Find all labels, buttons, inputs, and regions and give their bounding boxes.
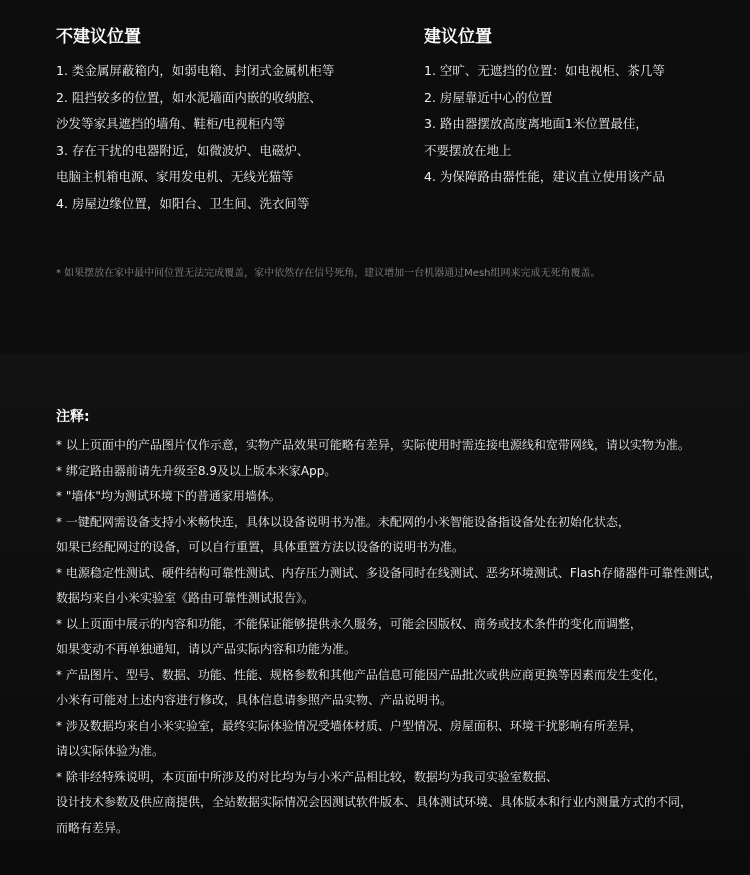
- list-item: 2. 阻挡较多的位置，如水泥墙面内嵌的收纳腔、: [56, 89, 322, 105]
- list-item: 1. 空旷、无遮挡的位置：如电视柜、茶几等: [424, 63, 665, 78]
- note-line: 如果变动不再单独通知，请以产品实际内容和功能为准。: [56, 642, 357, 656]
- note-line: * 电源稳定性测试、硬件结构可靠性测试、内存压力测试、多设备同时在线测试、恶劣环境测试、Flash存储器件可靠性测试，: [56, 565, 722, 580]
- notes-title: 注释:: [56, 409, 90, 425]
- list-item: 电脑主机箱电源、家用发电机、无线光猫等: [56, 169, 294, 184]
- list-item: 1. 类金属屏蔽箱内，如弱电箱、封闭式金属机柜等: [56, 63, 335, 78]
- note-line: * 一键配网需设备支持小米畅快连，具体以设备说明书为准。未配网的小米智能设备指设备处在初始化状态，: [56, 514, 630, 529]
- note-line: 小米有可能对上述内容进行修改，具体信息请参照产品实物、产品说明书。: [56, 693, 453, 707]
- list-item: 4. 为保障路由器性能，建议直立使用该产品: [424, 169, 665, 184]
- note-line: * 以上页面中的产品图片仅作示意，实物产品效果可能略有差异，实际使用时需连接电源线和宽带网线，请以实物为准。: [56, 438, 690, 452]
- recommended-column: [424, 26, 734, 191]
- recommended-list: [424, 58, 734, 191]
- placement-section: [0, 0, 750, 353]
- note-line: * 除非经特殊说明，本页面中所涉及的对比均为与小米产品相比较，数据均为我司实验室数据、: [56, 769, 558, 784]
- recommended-title: 建议位置: [424, 27, 492, 47]
- not-recommended-column: [56, 26, 406, 217]
- not-recommended-title: 不建议位置: [56, 27, 141, 47]
- list-item: 3. 存在干扰的电器附近，如微波炉、电磁炉、: [56, 142, 310, 158]
- note-line: * 以上页面中展示的内容和功能，不能保证能够提供永久服务，可能会因版权、商务或技术条件的变化而调整，: [56, 616, 642, 631]
- list-item: 不要摆放在地上: [424, 142, 512, 158]
- list-item: 3. 路由器摆放高度离地面1米位置最佳，: [424, 116, 648, 131]
- note-line: 如果已经配网过的设备，可以自行重置，具体重置方法以设备的说明书为准。: [56, 540, 465, 554]
- note-line: 设计技术参数及供应商提供，全站数据实际情况会因测试软件版本、具体测试环境、具体版本和行业内测量方式的不同，: [56, 795, 693, 809]
- note-line: 数据均来自小米实验室《路由可靠性测试报告》。: [56, 591, 315, 605]
- placement-footnote: * 如果摆放在家中最中间位置无法完成覆盖，家中依然存在信号死角，建议增加一台机器通过Mesh组网来完成无死角覆盖。: [56, 268, 601, 279]
- list-item: 沙发等家具遮挡的墙角、鞋柜/电视柜内等: [56, 116, 286, 131]
- note-line: 而略有差异。: [56, 820, 129, 835]
- note-line: * "墙体"均为测试环境下的普通家用墙体。: [56, 489, 281, 503]
- notes-block: [56, 407, 736, 841]
- note-line: * 涉及数据均来自小米实验室，最终实际体验情况受墙体材质、户型情况、房屋面积、环境干扰影响有所差异，: [56, 718, 642, 733]
- note-line: * 绑定路由器前请先升级至8.9及以上版本米家App。: [56, 463, 337, 478]
- notes-section: [0, 353, 750, 875]
- list-item: 2. 房屋靠近中心的位置: [424, 89, 553, 105]
- note-line: * 产品图片、型号、数据、功能、性能、规格参数和其他产品信息可能因产品批次或供应商更换等因素而发生变化，: [56, 667, 666, 682]
- list-item: 4. 房屋边缘位置，如阳台、卫生间、洗衣间等: [56, 195, 310, 211]
- not-recommended-list: [56, 58, 406, 217]
- note-line: 请以实际体验为准。: [56, 744, 165, 758]
